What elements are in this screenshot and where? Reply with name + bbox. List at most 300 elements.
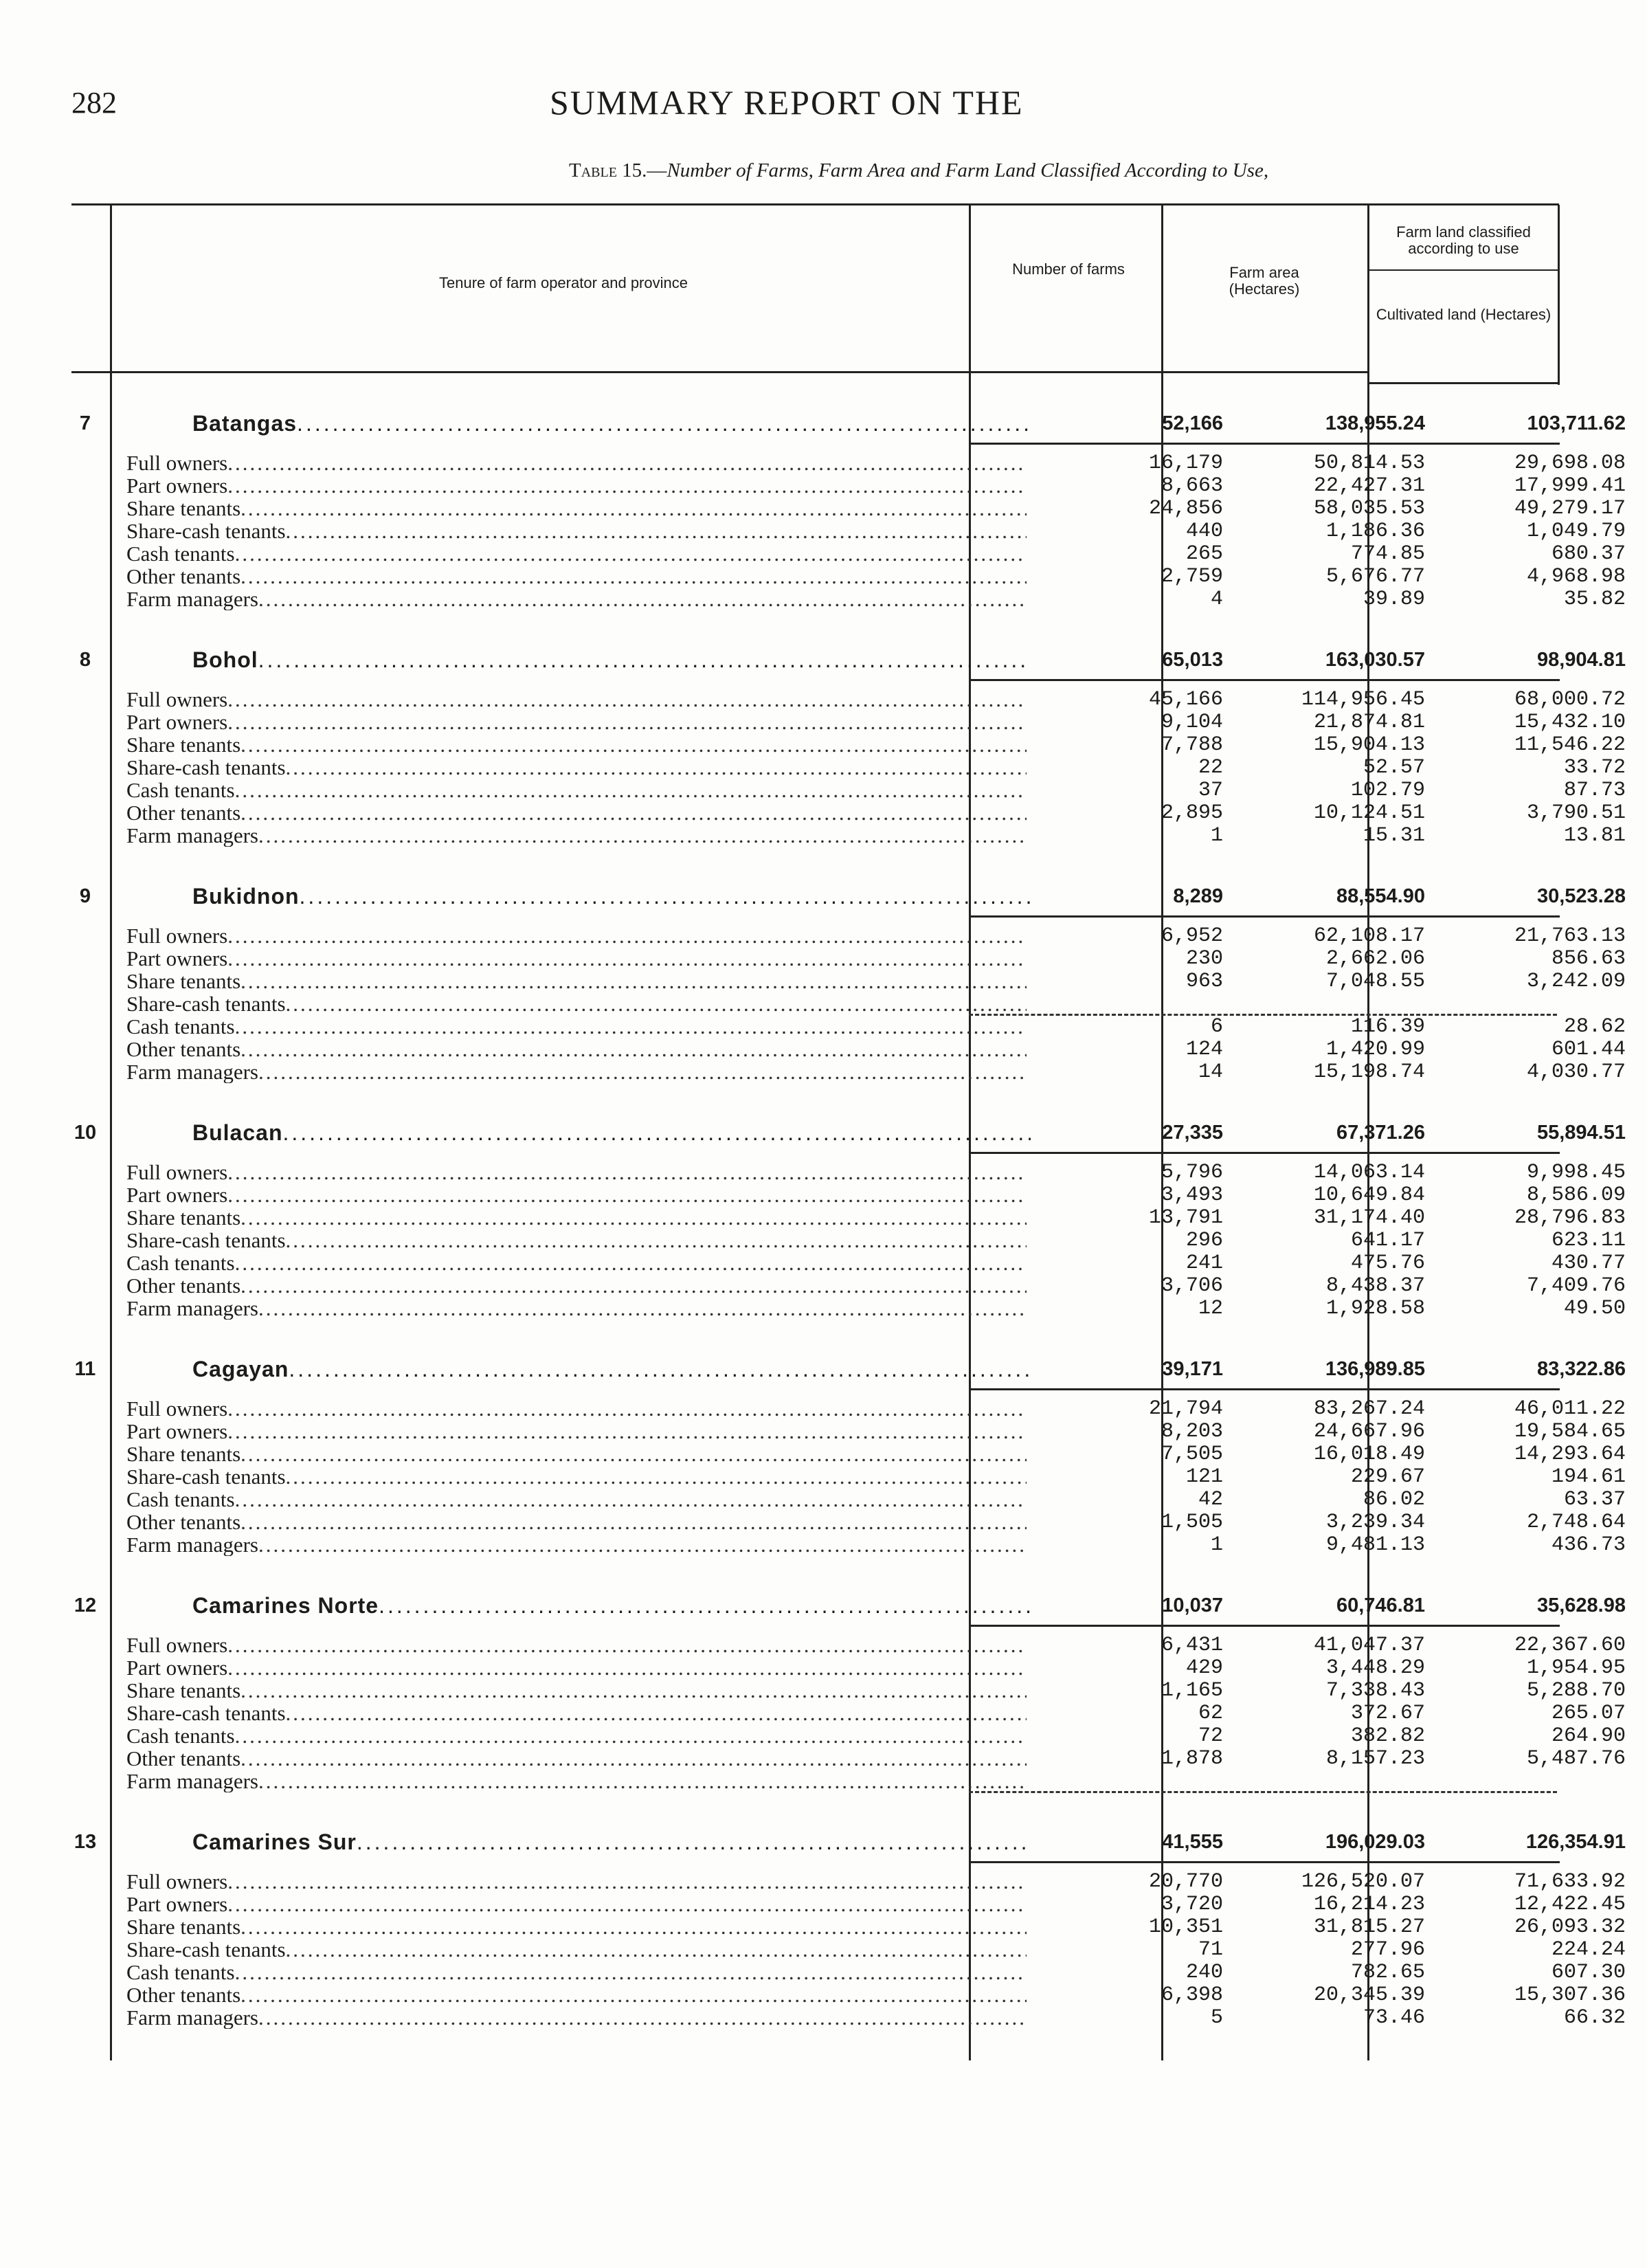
cultivated-land-header: Cultivated land (Hectares) xyxy=(1376,306,1551,323)
area-value: 116.39 xyxy=(1350,1015,1425,1038)
farms-value: 4 xyxy=(1210,588,1223,611)
tenure-column-header: Tenure of farm operator and province xyxy=(439,274,688,291)
table-row xyxy=(71,1060,1626,1084)
number-of-farms-header: Number of farms xyxy=(1012,260,1125,278)
table-row xyxy=(71,1679,1626,1702)
cultivated-value: 35.82 xyxy=(1563,588,1626,611)
farms-value: 20,770 xyxy=(1148,1870,1223,1893)
cultivated-value: 15,432.10 xyxy=(1514,711,1626,734)
farms-value: 16,179 xyxy=(1148,452,1223,475)
tenure-label: Share-cash tenants ..... xyxy=(126,1466,1027,1488)
area-value: 10,649.84 xyxy=(1313,1183,1425,1207)
province-number: 10 xyxy=(74,1122,97,1144)
farms-value: 37 xyxy=(1198,779,1223,802)
province-farms: 52,166 xyxy=(1162,412,1223,434)
province-cultivated: 126,354.91 xyxy=(1525,1831,1626,1853)
cultivated-value: 601.44 xyxy=(1551,1038,1626,1061)
cultivated-value: 436.73 xyxy=(1551,1533,1626,1557)
table-row xyxy=(71,824,1626,847)
area-value: 1,420.99 xyxy=(1325,1038,1425,1061)
cultivated-value: 224.24 xyxy=(1551,1938,1626,1961)
cultivated-value: 430.77 xyxy=(1551,1252,1626,1275)
cultivated-value: 4,030.77 xyxy=(1526,1060,1626,1084)
table-row xyxy=(71,1533,1626,1557)
province-area: 136,989.85 xyxy=(1325,1358,1425,1380)
tenure-label: Other tenants ..... xyxy=(126,1511,1027,1533)
table-row xyxy=(71,1656,1626,1680)
tenure-label: Cash tenants ..... xyxy=(126,1489,1027,1511)
farms-value: 8,203 xyxy=(1161,1420,1223,1443)
cultivated-value: 7,409.76 xyxy=(1526,1274,1626,1298)
area-value: 7,048.55 xyxy=(1325,970,1425,993)
area-value: 16,018.49 xyxy=(1313,1443,1425,1466)
province-farms: 8,289 xyxy=(1173,885,1223,907)
area-value: 52.57 xyxy=(1363,756,1425,779)
farms-value: 429 xyxy=(1185,1656,1223,1680)
tenure-label: Share-cash tenants ..... xyxy=(126,1939,1027,1961)
area-value: 277.96 xyxy=(1350,1938,1425,1961)
tenure-label: Cash tenants ..... xyxy=(126,1252,1027,1274)
province-area: 60,746.81 xyxy=(1336,1594,1425,1616)
table-row xyxy=(71,779,1626,802)
cultivated-value: 68,000.72 xyxy=(1514,688,1626,711)
table-row xyxy=(71,1206,1626,1230)
farms-value: 22 xyxy=(1198,756,1223,779)
area-value: 5,676.77 xyxy=(1325,565,1425,588)
tenure-label: Share-cash tenants ..... xyxy=(126,993,1027,1015)
province-name: Camarines Sur ..... xyxy=(192,1828,1031,1856)
farms-value: 13,791 xyxy=(1148,1206,1223,1230)
farms-value: 963 xyxy=(1185,970,1223,993)
cultivated-value: 680.37 xyxy=(1551,542,1626,566)
table-caption xyxy=(569,159,1268,182)
cultivated-value: 11,546.22 xyxy=(1514,733,1626,757)
cultivated-value: 66.32 xyxy=(1563,2006,1626,2030)
cultivated-value: 12,422.45 xyxy=(1514,1893,1626,1916)
cultivated-value: 28.62 xyxy=(1563,1015,1626,1038)
farms-value: 440 xyxy=(1185,520,1223,543)
tenure-label: Farm managers ..... xyxy=(126,1770,1027,1792)
farms-value: 7,505 xyxy=(1161,1443,1223,1466)
farms-value: 3,706 xyxy=(1161,1274,1223,1298)
area-value: 86.02 xyxy=(1363,1488,1425,1511)
table-row xyxy=(71,1274,1626,1298)
tenure-label: Part owners ..... xyxy=(126,1184,1027,1206)
tenure-label: Part owners ..... xyxy=(126,1893,1027,1915)
tenure-label: Farm managers ..... xyxy=(126,1534,1027,1556)
tenure-label: Cash tenants ..... xyxy=(126,779,1027,801)
area-value: 372.67 xyxy=(1350,1702,1425,1725)
table-row xyxy=(71,1915,1626,1939)
farms-value: 3,720 xyxy=(1161,1893,1223,1916)
province-area: 138,955.24 xyxy=(1325,412,1425,434)
cultivated-value: 1,954.95 xyxy=(1526,1656,1626,1680)
farms-value: 14 xyxy=(1198,1060,1223,1084)
table-row xyxy=(71,1724,1626,1748)
table-row xyxy=(71,1420,1626,1443)
cultivated-value: 5,487.76 xyxy=(1526,1747,1626,1770)
cultivated-value: 19,584.65 xyxy=(1514,1420,1626,1443)
cultivated-value: 22,367.60 xyxy=(1514,1634,1626,1657)
table-row xyxy=(71,1038,1626,1061)
tenure-label: Share-cash tenants ..... xyxy=(126,1702,1027,1724)
area-value: 41,047.37 xyxy=(1313,1634,1425,1657)
province-row xyxy=(71,410,1626,437)
tenure-label: Share tenants ..... xyxy=(126,1443,1027,1465)
table-row xyxy=(71,688,1626,711)
area-value: 15,198.74 xyxy=(1313,1060,1425,1084)
area-value: 7,338.43 xyxy=(1325,1679,1425,1702)
area-value: 62,108.17 xyxy=(1313,924,1425,948)
table-row xyxy=(71,1488,1626,1511)
table-row xyxy=(71,1443,1626,1466)
farms-value: 21,794 xyxy=(1148,1397,1223,1421)
province-total-rule xyxy=(969,915,1560,918)
running-head: SUMMARY REPORT ON THE xyxy=(550,83,1024,122)
cultivated-value: 5,288.70 xyxy=(1526,1679,1626,1702)
cultivated-value: 607.30 xyxy=(1551,1961,1626,1984)
province-name: Bulacan ..... xyxy=(192,1119,1031,1146)
tenure-label: Cash tenants ..... xyxy=(126,543,1027,565)
province-name: Camarines Norte ..... xyxy=(192,1592,1031,1619)
farms-value: 6,431 xyxy=(1161,1634,1223,1657)
table-line xyxy=(1558,205,1560,385)
province-row xyxy=(71,1592,1626,1619)
province-name: Bohol ..... xyxy=(192,646,1031,674)
area-value: 1,186.36 xyxy=(1325,520,1425,543)
cultivated-value: 14,293.64 xyxy=(1514,1443,1626,1466)
table-row xyxy=(71,947,1626,970)
province-row xyxy=(71,882,1626,910)
province-name: Batangas ..... xyxy=(192,410,1031,437)
farms-value: 72 xyxy=(1198,1724,1223,1748)
cultivated-value: 3,790.51 xyxy=(1526,801,1626,825)
area-value: 9,481.13 xyxy=(1325,1533,1425,1557)
tenure-label: Other tenants ..... xyxy=(126,802,1027,824)
area-value: 782.65 xyxy=(1350,1961,1425,1984)
table-row xyxy=(71,565,1626,588)
farms-value: 42 xyxy=(1198,1488,1223,1511)
table-row xyxy=(71,1397,1626,1421)
province-total-rule xyxy=(969,1625,1560,1627)
farms-value: 6,952 xyxy=(1161,924,1223,948)
tenure-label: Farm managers ..... xyxy=(126,2007,1027,2029)
area-value: 24,667.96 xyxy=(1313,1420,1425,1443)
farms-value: 10,351 xyxy=(1148,1915,1223,1939)
area-value: 8,438.37 xyxy=(1325,1274,1425,1298)
table-row xyxy=(71,756,1626,779)
tenure-label: Part owners ..... xyxy=(126,1421,1027,1443)
table-row xyxy=(71,1015,1626,1038)
tenure-label: Other tenants ..... xyxy=(126,1275,1027,1297)
table-row xyxy=(71,1983,1626,2007)
table-row xyxy=(71,1229,1626,1252)
province-row xyxy=(71,1828,1626,1856)
farms-value: 124 xyxy=(1185,1038,1223,1061)
area-value: 21,874.81 xyxy=(1313,711,1425,734)
table-caption-text: Number of Farms, Farm Area and Farm Land Classified According to Use, xyxy=(666,159,1269,181)
table-row xyxy=(71,1938,1626,1961)
cultivated-value: 63.37 xyxy=(1563,1488,1626,1511)
province-total-rule xyxy=(969,1861,1560,1863)
tenure-label: Share tenants ..... xyxy=(126,734,1027,756)
farms-value: 6 xyxy=(1210,1015,1223,1038)
province-row xyxy=(71,1119,1626,1146)
area-value: 20,345.39 xyxy=(1313,1983,1425,2007)
province-number: 8 xyxy=(79,649,91,671)
province-farms: 10,037 xyxy=(1162,1594,1223,1616)
farms-value: 2,895 xyxy=(1161,801,1223,825)
tenure-label: Cash tenants ..... xyxy=(126,1016,1027,1038)
table-row xyxy=(71,1770,1562,1792)
area-value: 1,928.58 xyxy=(1325,1297,1425,1320)
province-row xyxy=(71,646,1626,674)
farms-value: 45,166 xyxy=(1148,688,1223,711)
farms-value: 1 xyxy=(1210,1533,1223,1557)
province-farms: 65,013 xyxy=(1162,649,1223,671)
farms-value: 9,104 xyxy=(1161,711,1223,734)
table-row xyxy=(71,1161,1626,1184)
farm-area-header: Farm area (Hectares) xyxy=(1229,264,1300,298)
area-value: 114,956.45 xyxy=(1301,688,1425,711)
farms-value: 5 xyxy=(1210,2006,1223,2030)
tenure-label: Other tenants ..... xyxy=(126,566,1027,588)
area-value: 39.89 xyxy=(1363,588,1425,611)
area-value: 14,063.14 xyxy=(1313,1161,1425,1184)
province-number: 13 xyxy=(74,1831,97,1853)
tenure-label: Share tenants ..... xyxy=(126,1207,1027,1229)
table-row xyxy=(71,497,1626,520)
table-row xyxy=(71,588,1626,611)
area-value: 15.31 xyxy=(1363,824,1425,847)
cultivated-value: 87.73 xyxy=(1563,779,1626,802)
cultivated-value: 21,763.13 xyxy=(1514,924,1626,948)
area-value: 31,174.40 xyxy=(1313,1206,1425,1230)
province-number: 7 xyxy=(79,412,91,434)
tenure-label: Full owners ..... xyxy=(126,1161,1027,1183)
tenure-label: Part owners ..... xyxy=(126,475,1027,497)
area-value: 58,035.53 xyxy=(1313,497,1425,520)
table-row xyxy=(71,1870,1626,1893)
table-row xyxy=(71,1511,1626,1534)
tenure-label: Share tenants ..... xyxy=(126,498,1027,520)
tenure-label: Share tenants ..... xyxy=(126,1916,1027,1938)
farms-value: 121 xyxy=(1185,1465,1223,1489)
tenure-label: Share-cash tenants ..... xyxy=(126,757,1027,779)
cultivated-value: 4,968.98 xyxy=(1526,565,1626,588)
tenure-label: Other tenants ..... xyxy=(126,1748,1027,1770)
area-value: 3,239.34 xyxy=(1325,1511,1425,1534)
province-number: 11 xyxy=(74,1358,96,1380)
farms-value: 296 xyxy=(1185,1229,1223,1252)
area-value: 3,448.29 xyxy=(1325,1656,1425,1680)
area-value: 8,157.23 xyxy=(1325,1747,1425,1770)
area-value: 83,267.24 xyxy=(1313,1397,1425,1421)
cultivated-value: 49.50 xyxy=(1563,1297,1626,1320)
table-row xyxy=(71,2006,1626,2030)
tenure-label: Share-cash tenants ..... xyxy=(126,1230,1027,1252)
tenure-label: Part owners ..... xyxy=(126,948,1027,970)
area-value: 475.76 xyxy=(1350,1252,1425,1275)
table-row xyxy=(71,993,1562,1015)
province-name: Bukidnon ..... xyxy=(192,882,1031,910)
area-value: 126,520.07 xyxy=(1301,1870,1425,1893)
province-farms: 27,335 xyxy=(1162,1122,1223,1144)
province-cultivated: 55,894.51 xyxy=(1536,1122,1626,1144)
province-area: 67,371.26 xyxy=(1336,1122,1425,1144)
tenure-label: Cash tenants ..... xyxy=(126,1961,1027,1983)
area-value: 22,427.31 xyxy=(1313,474,1425,498)
table-line xyxy=(71,371,1367,373)
province-cultivated: 103,711.62 xyxy=(1527,412,1626,434)
table-row xyxy=(71,711,1626,734)
area-value: 102.79 xyxy=(1350,779,1425,802)
table-row xyxy=(71,474,1626,498)
farms-value: 8,663 xyxy=(1161,474,1223,498)
province-farms: 39,171 xyxy=(1162,1358,1223,1380)
farms-value: 1,505 xyxy=(1161,1511,1223,1534)
table-line xyxy=(1367,382,1558,384)
tenure-label: Farm managers ..... xyxy=(126,1061,1027,1083)
province-cultivated: 35,628.98 xyxy=(1536,1594,1626,1616)
table-row xyxy=(71,1252,1626,1275)
dashed-rule xyxy=(969,1791,1557,1793)
tenure-label: Farm managers ..... xyxy=(126,825,1027,847)
farms-value: 241 xyxy=(1185,1252,1223,1275)
tenure-label: Full owners ..... xyxy=(126,452,1027,474)
farms-value: 240 xyxy=(1185,1961,1223,1984)
cultivated-value: 46,011.22 xyxy=(1514,1397,1626,1421)
table-row xyxy=(71,1297,1626,1320)
cultivated-value: 856.63 xyxy=(1551,947,1626,970)
province-total-rule xyxy=(969,1152,1560,1154)
province-total-rule xyxy=(969,443,1560,445)
tenure-label: Full owners ..... xyxy=(126,1398,1027,1420)
farms-value: 7,788 xyxy=(1161,733,1223,757)
cultivated-value: 26,093.32 xyxy=(1514,1915,1626,1939)
province-area: 88,554.90 xyxy=(1336,885,1425,907)
area-value: 2,662.06 xyxy=(1325,947,1425,970)
area-value: 229.67 xyxy=(1350,1465,1425,1489)
cultivated-value: 49,279.17 xyxy=(1514,497,1626,520)
table-row xyxy=(71,1747,1626,1770)
farms-value: 230 xyxy=(1185,947,1223,970)
area-value: 50,814.53 xyxy=(1313,452,1425,475)
farms-value: 71 xyxy=(1198,1938,1223,1961)
area-value: 16,214.23 xyxy=(1313,1893,1425,1916)
cultivated-value: 623.11 xyxy=(1551,1229,1626,1252)
area-value: 382.82 xyxy=(1350,1724,1425,1748)
cultivated-value: 8,586.09 xyxy=(1526,1183,1626,1207)
cultivated-value: 28,796.83 xyxy=(1514,1206,1626,1230)
tenure-label: Farm managers ..... xyxy=(126,1298,1027,1320)
area-value: 10,124.51 xyxy=(1313,801,1425,825)
cultivated-value: 2,748.64 xyxy=(1526,1511,1626,1534)
tenure-label: Full owners ..... xyxy=(126,689,1027,711)
farms-value: 1,165 xyxy=(1161,1679,1223,1702)
table-row xyxy=(71,970,1626,993)
table-row xyxy=(71,801,1626,825)
tenure-label: Full owners ..... xyxy=(126,1634,1027,1656)
province-number: 9 xyxy=(79,885,91,907)
tenure-label: Farm managers ..... xyxy=(126,588,1027,610)
page-number: 282 xyxy=(71,86,117,120)
area-value: 15,904.13 xyxy=(1313,733,1425,757)
farms-value: 6,398 xyxy=(1161,1983,1223,2007)
cultivated-value: 264.90 xyxy=(1551,1724,1626,1748)
tenure-label: Share tenants ..... xyxy=(126,970,1027,992)
province-farms: 41,555 xyxy=(1162,1831,1223,1853)
table-row xyxy=(71,1702,1626,1725)
area-value: 73.46 xyxy=(1363,2006,1425,2030)
table-row xyxy=(71,924,1626,948)
area-value: 774.85 xyxy=(1350,542,1425,566)
cultivated-value: 1,049.79 xyxy=(1526,520,1626,543)
tenure-label: Part owners ..... xyxy=(126,711,1027,733)
cultivated-value: 17,999.41 xyxy=(1514,474,1626,498)
area-value: 641.17 xyxy=(1350,1229,1425,1252)
farms-value: 12 xyxy=(1198,1297,1223,1320)
table-caption-title: Table 15.— xyxy=(569,159,667,181)
tenure-label: Other tenants ..... xyxy=(126,1038,1027,1060)
cultivated-value: 9,998.45 xyxy=(1526,1161,1626,1184)
table-row xyxy=(71,1183,1626,1207)
tenure-label: Full owners ..... xyxy=(126,925,1027,947)
tenure-label: Cash tenants ..... xyxy=(126,1725,1027,1747)
farms-value: 1,878 xyxy=(1161,1747,1223,1770)
table-row xyxy=(71,452,1626,475)
cultivated-value: 3,242.09 xyxy=(1526,970,1626,993)
area-value: 31,815.27 xyxy=(1313,1915,1425,1939)
table-row xyxy=(71,542,1626,566)
table-row xyxy=(71,733,1626,757)
tenure-label: Other tenants ..... xyxy=(126,1984,1027,2006)
tenure-label: Part owners ..... xyxy=(126,1657,1027,1679)
table-top-rule xyxy=(71,203,1559,205)
farms-value: 62 xyxy=(1198,1702,1223,1725)
farms-value: 1 xyxy=(1210,824,1223,847)
province-name: Cagayan ..... xyxy=(192,1355,1031,1383)
farms-value: 3,493 xyxy=(1161,1183,1223,1207)
farms-value: 24,856 xyxy=(1148,497,1223,520)
cultivated-value: 194.61 xyxy=(1551,1465,1626,1489)
table-row xyxy=(71,520,1626,543)
province-cultivated: 98,904.81 xyxy=(1536,649,1626,671)
province-total-rule xyxy=(969,1388,1560,1390)
province-area: 196,029.03 xyxy=(1325,1831,1425,1853)
cultivated-value: 265.07 xyxy=(1551,1702,1626,1725)
tenure-label: Full owners ..... xyxy=(126,1871,1027,1893)
province-cultivated: 83,322.86 xyxy=(1536,1358,1626,1380)
table-line xyxy=(1367,269,1558,271)
farms-value: 2,759 xyxy=(1161,565,1223,588)
table-row xyxy=(71,1634,1626,1657)
cultivated-value: 13.81 xyxy=(1563,824,1626,847)
table-row xyxy=(71,1893,1626,1916)
farms-value: 5,796 xyxy=(1161,1161,1223,1184)
table-row xyxy=(71,1465,1626,1489)
cultivated-value: 33.72 xyxy=(1563,756,1626,779)
province-cultivated: 30,523.28 xyxy=(1536,885,1626,907)
cultivated-value: 15,307.36 xyxy=(1514,1983,1626,2007)
province-area: 163,030.57 xyxy=(1325,649,1425,671)
tenure-label: Share tenants ..... xyxy=(126,1680,1027,1702)
cultivated-value: 71,633.92 xyxy=(1514,1870,1626,1893)
tenure-label: Share-cash tenants ..... xyxy=(126,520,1027,542)
table-row xyxy=(71,1961,1626,1984)
farm-land-group-header: Farm land classified according to use xyxy=(1396,223,1531,257)
province-number: 12 xyxy=(74,1594,97,1616)
